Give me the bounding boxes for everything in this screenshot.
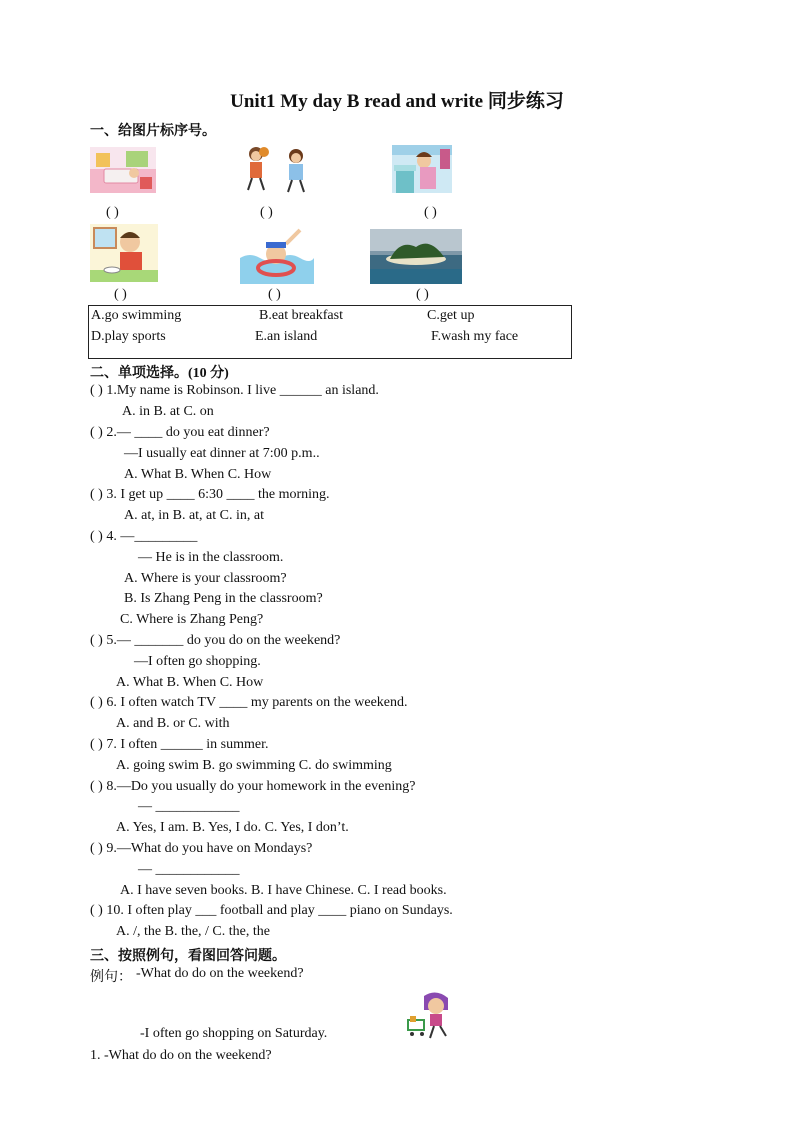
question-line: ( ) 5.— _______ do you do on the weekend? [90,633,341,648]
breakfast-picture [90,224,158,282]
question-line: ( ) 2.— ____ do you eat dinner? [90,425,270,440]
choice-line: A. What B. When C. How [124,467,272,482]
answer-paren[interactable]: ( ) [114,287,127,302]
choice-line: A. in B. at C. on [122,404,214,419]
question-line: ( ) 7. I often ______ in summer. [90,737,269,752]
dialogue-line: — ____________ [138,799,240,814]
question-line: ( ) 10. I often play ___ football and play ____ piano on Sundays. [90,903,453,918]
choice-line: C. Where is Zhang Peng? [120,612,264,627]
dialogue-line: —I usually eat dinner at 7:00 p.m.. [124,446,320,461]
choice-line: A. going swim B. go swimming C. do swimming [116,758,392,773]
option-d: D.play sports [91,329,166,344]
question-line: ( ) 8.—Do you usually do your homework in the evening? [90,779,416,794]
options-box [88,305,572,359]
answer-paren[interactable]: ( ) [416,287,429,302]
answer-paren[interactable]: ( ) [106,205,119,220]
question-line: ( ) 4. —_________ [90,529,198,544]
dialogue-line: —I often go shopping. [134,654,261,669]
section1-heading: 一、给图片标序号。 [90,124,216,139]
choice-line: A. Where is your classroom? [124,571,287,586]
answer-paren[interactable]: ( ) [268,287,281,302]
swimming-picture [240,224,314,284]
example-label: 例句： [90,970,132,985]
option-a: A.go swimming [91,308,182,323]
choice-line: A. /, the B. the, / C. the, the [116,924,270,939]
wash-face-picture [392,145,452,193]
dialogue-line: — ____________ [138,862,240,877]
choice-line: A. at, in B. at, at C. in, at [124,508,264,523]
choice-line: A. I have seven books. B. I have Chinese. C. I read books. [120,883,447,898]
page-title: Unit1 My day B read and write 同步练习 [230,91,564,112]
question-line: ( ) 9.—What do you have on Mondays? [90,841,313,856]
answer-paren[interactable]: ( ) [424,205,437,220]
choice-line: A. Yes, I am. B. Yes, I do. C. Yes, I don’t. [116,820,349,835]
section2-heading: 二、单项选择。(10 分) [90,366,229,381]
option-b: B.eat breakfast [259,308,343,323]
question-line: 1. -What do do on the weekend? [90,1048,272,1063]
question-line: ( ) 3. I get up ____ 6:30 ____ the morning. [90,487,330,502]
shopping-picture [402,990,460,1040]
dialogue-line: — He is in the classroom. [138,550,284,565]
option-c: C.get up [427,308,475,323]
question-line: ( ) 6. I often watch TV ____ my parents on the weekend. [90,695,408,710]
answer-paren[interactable]: ( ) [260,205,273,220]
example-answer: -I often go shopping on Saturday. [140,1026,328,1041]
option-e: E.an island [255,329,318,344]
choice-line: B. Is Zhang Peng in the classroom? [124,591,323,606]
sports-picture [234,144,320,194]
section3-heading: 三、按照例句，看图回答问题。 [90,949,286,964]
bedroom-picture [90,147,156,193]
option-f: F.wash my face [431,329,519,344]
example-question: -What do do on the weekend? [136,966,304,981]
choice-line: A. What B. When C. How [116,675,264,690]
question-line: ( ) 1.My name is Robinson. I live ______ an island. [90,383,379,398]
island-picture [370,229,462,284]
choice-line: A. and B. or C. with [116,716,230,731]
